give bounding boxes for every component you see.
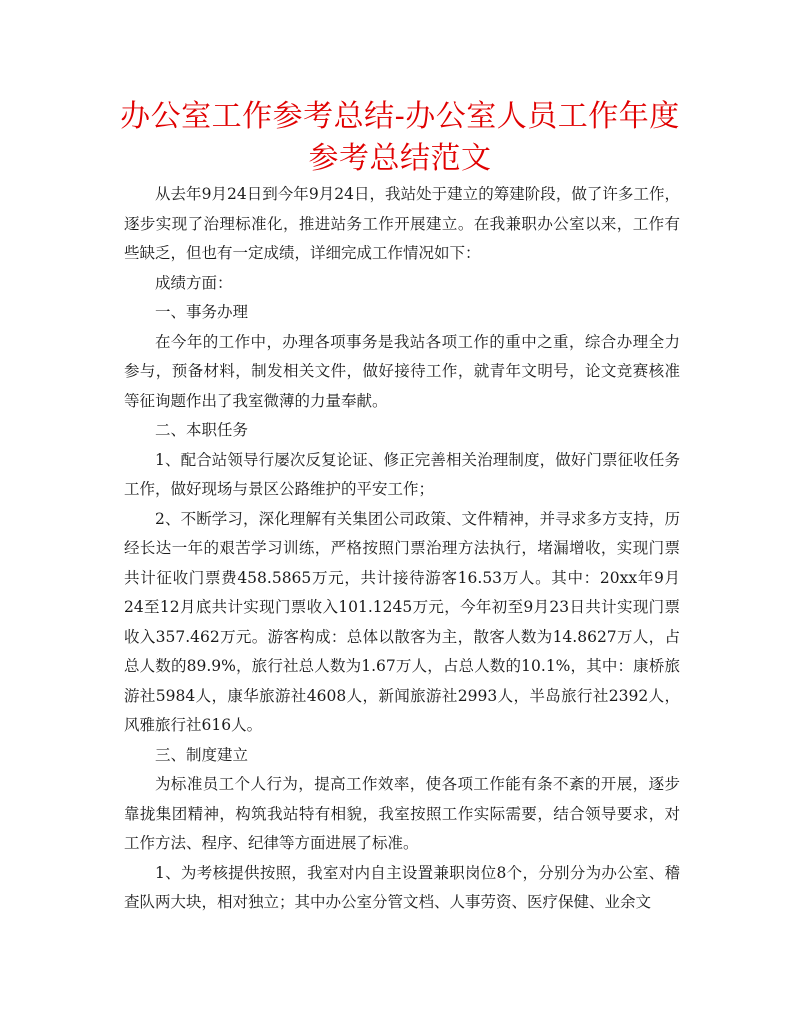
achievements-heading: 成绩方面： [155,273,233,292]
section-heading-duties: 二、本职任务 [155,421,249,439]
intro-paragraph: 从去年9月24日到今年9月24日，我站处于建立的筹建阶段，做了许多工作，逐步实现了治理标准化，推进站务工作开展建立。在我兼职办公室以来，工作有些缺乏，但也有一定成绩，详细完成工作情况如下： [124,185,680,262]
section-heading-affairs: 一、事务办理 [155,303,249,321]
duties-item-2: 2、不断学习，深化理解有关集团公司政策、文件精神，并寻求多方支持，历经长达一年的艰苦学习训练，严格按照门票治理方法执行，堵漏增收，实现门票共计征收门票费458.5865万元，共计接待游客16.53万人。其中：20xx年9月24至12月底共计实现门票收入101.1245万元，今年初至9月23日共计实现门票收入357.462万元。游客构成：总体以散客为主，散客人数为14.8627万人，占总人数的89.9%，旅行社总人数为1.67万人，占总人数的10.1%，其中：康桥旅游社5984人，康华旅游社4608人，新闻旅游社2993人，半岛旅行社2392人，风雅旅行社616人。 [124,509,680,734]
affairs-paragraph: 在今年的工作中，办理各项事务是我站各项工作的重中之重，综合办理全力参与，预备材料，制发相关文件，做好接待工作，就青年文明号，论文竞赛核准等征询题作出了我室微薄的力量奉献。 [124,332,680,410]
system-paragraph: 为标准员工个人行为，提高工作效率，使各项工作能有条不紊的开展，逐步靠拢集团精神，构筑我站特有相貌，我室按照工作实际需要，结合领导要求，对工作方法、程序、纪律等方面进展了标准。 [124,775,680,852]
section-heading-system: 三、制度建立 [155,745,249,764]
duties-item-1: 1、配合站领导行屡次反复论证、修正完善相关治理制度，做好门票征收任务工作，做好现场与景区公路维护的平安工作； [124,450,680,498]
document-body [124,180,680,918]
document-title: 办公室工作参考总结-办公室人员工作年度参考总结范文 [120,99,680,176]
system-item-1: 1、为考核提供按照，我室对内自主设置兼职岗位8个，分别分为办公室、稽查队两大块，相对独立；其中办公室分管文档、人事劳资、医疗保健、业余文 [124,863,680,911]
